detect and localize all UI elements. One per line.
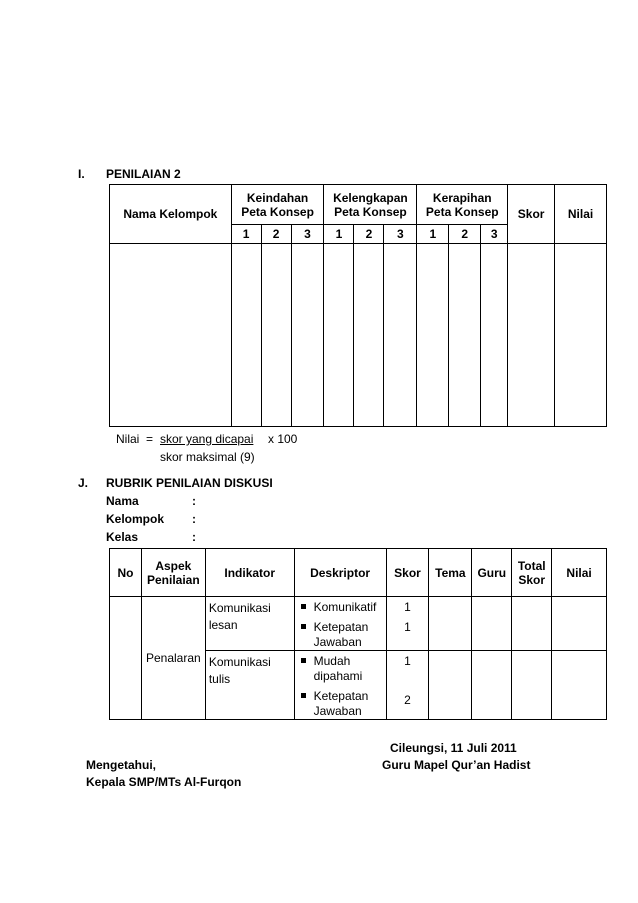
section-j-letter: J. (78, 476, 89, 490)
list-item: Ketepatan Jawaban (295, 620, 386, 650)
signature-kepala: Kepala SMP/MTs Al-Furqon (86, 775, 242, 789)
deskriptor-cell (294, 597, 386, 651)
header-deskriptor: Deskriptor (294, 549, 386, 597)
sub-header: 1 (417, 225, 449, 244)
header-skor: Skor (508, 185, 555, 244)
section-j-title: RUBRIK PENILAIAN DISKUSI (106, 476, 273, 490)
formula-denominator: skor maksimal (9) (160, 450, 255, 464)
signature-date: Cileungsi, 11 Juli 2011 (390, 741, 517, 755)
sub-header: 1 (324, 225, 354, 244)
signature-mengetahui: Mengetahui, (86, 758, 157, 772)
formula-eq: = (146, 432, 154, 446)
aspek-cell: Penalaran (141, 597, 205, 720)
field-nama-label: Nama (106, 494, 139, 508)
indikator-cell: Komunikasi lesan (205, 597, 294, 651)
penilaian-table (109, 184, 607, 427)
table-row (110, 597, 607, 651)
formula-numerator: skor yang dicapai (160, 432, 254, 446)
list-item: Ketepatan Jawaban (295, 689, 386, 719)
header-total-skor: Total Skor (512, 549, 552, 597)
field-kelas-colon: : (192, 530, 196, 544)
header-skor: Skor (386, 549, 429, 597)
header-keindahan: Keindahan Peta Konsep (231, 185, 324, 225)
skor-cell: 1 2 (386, 651, 429, 720)
header-no: No (110, 549, 142, 597)
sub-header: 3 (291, 225, 324, 244)
formula-label: Nilai (116, 432, 140, 446)
header-tema: Tema (429, 549, 472, 597)
header-kerapihan: Kerapihan Peta Konsep (417, 185, 508, 225)
indikator-cell: Komunikasi tulis (205, 651, 294, 720)
sub-header: 3 (481, 225, 508, 244)
sub-header: 2 (261, 225, 291, 244)
header-nama-kelompok: Nama Kelompok (110, 185, 232, 244)
sub-header: 3 (384, 225, 417, 244)
bullet-icon (301, 693, 306, 698)
skor-cell: 1 1 (386, 597, 429, 651)
section-i-letter: I. (78, 167, 85, 181)
header-aspek: Aspek Penilaian (141, 549, 205, 597)
table-row (110, 244, 607, 427)
header-nilai: Nilai (552, 549, 607, 597)
bullet-icon (301, 604, 306, 609)
header-guru: Guru (472, 549, 512, 597)
rubrik-table (109, 548, 607, 720)
field-kelompok-label: Kelompok (106, 512, 165, 526)
header-kelengkapan: Kelengkapan Peta Konsep (324, 185, 417, 225)
bullet-icon (301, 658, 306, 663)
header-nilai: Nilai (555, 185, 607, 244)
section-i-title: PENILAIAN 2 (106, 167, 181, 181)
list-item: Komunikatif (295, 600, 386, 615)
field-kelompok-colon: : (192, 512, 196, 526)
bullet-icon (301, 624, 306, 629)
field-nama-colon: : (192, 494, 196, 508)
signature-guru: Guru Mapel Qur’an Hadist (382, 758, 531, 772)
sub-header: 1 (231, 225, 261, 244)
sub-header: 2 (354, 225, 384, 244)
header-indikator: Indikator (205, 549, 294, 597)
deskriptor-cell (294, 651, 386, 720)
formula-times: x 100 (268, 432, 298, 446)
list-item: Mudah dipahami (295, 654, 386, 684)
field-kelas-label: Kelas (106, 530, 139, 544)
sub-header: 2 (449, 225, 481, 244)
